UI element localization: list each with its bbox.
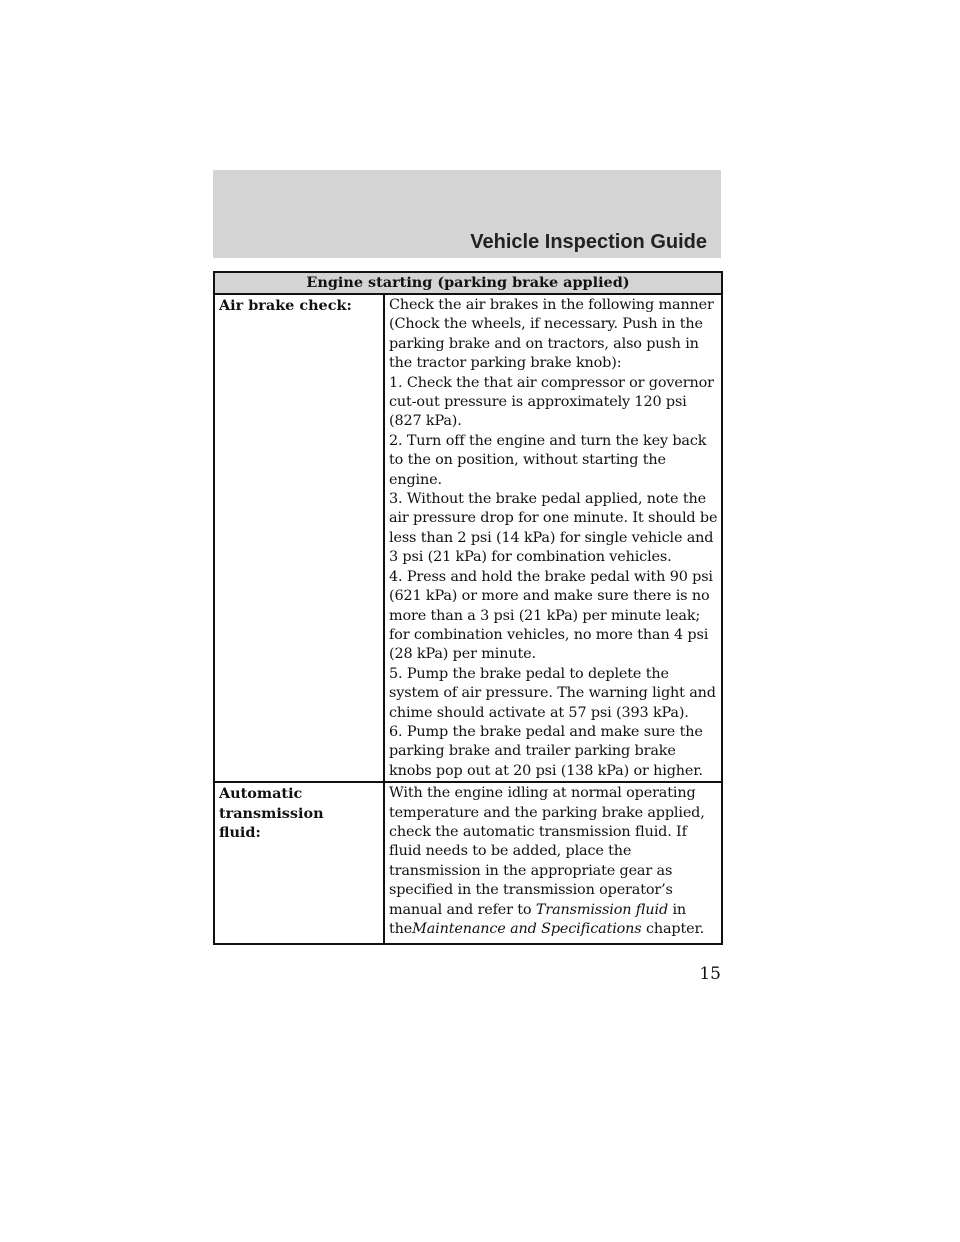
row-label-automatic-transmission-fluid: Automatic transmission fluid: <box>214 782 384 944</box>
inspection-table <box>213 271 723 945</box>
table-row <box>214 294 722 782</box>
intro-text: Check the air brakes in the following manner (Chock the wheels, if necessary. Push in the parking brake and on tractors, also push in the tractor parking brake knob): <box>389 297 714 372</box>
chapter-header <box>213 170 721 258</box>
transmission-text-mid: in the <box>389 901 687 937</box>
step-3: 3. Without the brake pedal applied, note the air pressure drop for one minute. It should be less than 2 psi (14 kPa) for single vehicle and 3 psi (21 kPa) for combination vehicles. <box>389 491 718 566</box>
transmission-text-end: chapter. <box>645 921 705 937</box>
step-1: 1. Check the that air compressor or governor cut-out pressure is approximately 120 psi (827 kPa). <box>389 374 714 430</box>
row-content-automatic-transmission-fluid <box>384 782 722 944</box>
section-title: Engine starting (parking brake applied) <box>214 272 722 294</box>
maintenance-chapter-reference: Maintenance and Specifications <box>412 921 642 937</box>
step-6: 6. Pump the brake pedal and make sure the parking brake and trailer parking brake knobs pop out at 20 psi (138 kPa) or higher. <box>389 723 703 779</box>
step-2: 2. Turn off the engine and turn the key back to the on position, without starting the engine. <box>389 432 707 488</box>
page-number: 15 <box>699 964 721 984</box>
table-header-row <box>214 272 722 294</box>
transmission-text: With the engine idling at normal operating temperature and the parking brake applied, check the automatic transmission fluid. If fluid needs to be added, place the transmission in the appropriate gear as specified in the transmission operator’s manual and refer to <box>389 785 705 918</box>
chapter-title: Vehicle Inspection Guide <box>470 231 707 253</box>
step-5: 5. Pump the brake pedal to deplete the system of air pressure. The warning light and chime should activate at 57 psi (393 kPa). <box>389 665 716 721</box>
table-row <box>214 782 722 944</box>
step-4: 4. Press and hold the brake pedal with 90 psi (621 kPa) or more and make sure there is no more than a 3 psi (21 kPa) per minute leak; for combination vehicles, no more than 4 psi (28 kPa) per minute. <box>389 568 713 663</box>
transmission-fluid-reference: Transmission fluid <box>535 901 669 918</box>
row-content-air-brake-check <box>384 294 722 782</box>
row-label-air-brake-check: Air brake check: <box>214 294 384 782</box>
